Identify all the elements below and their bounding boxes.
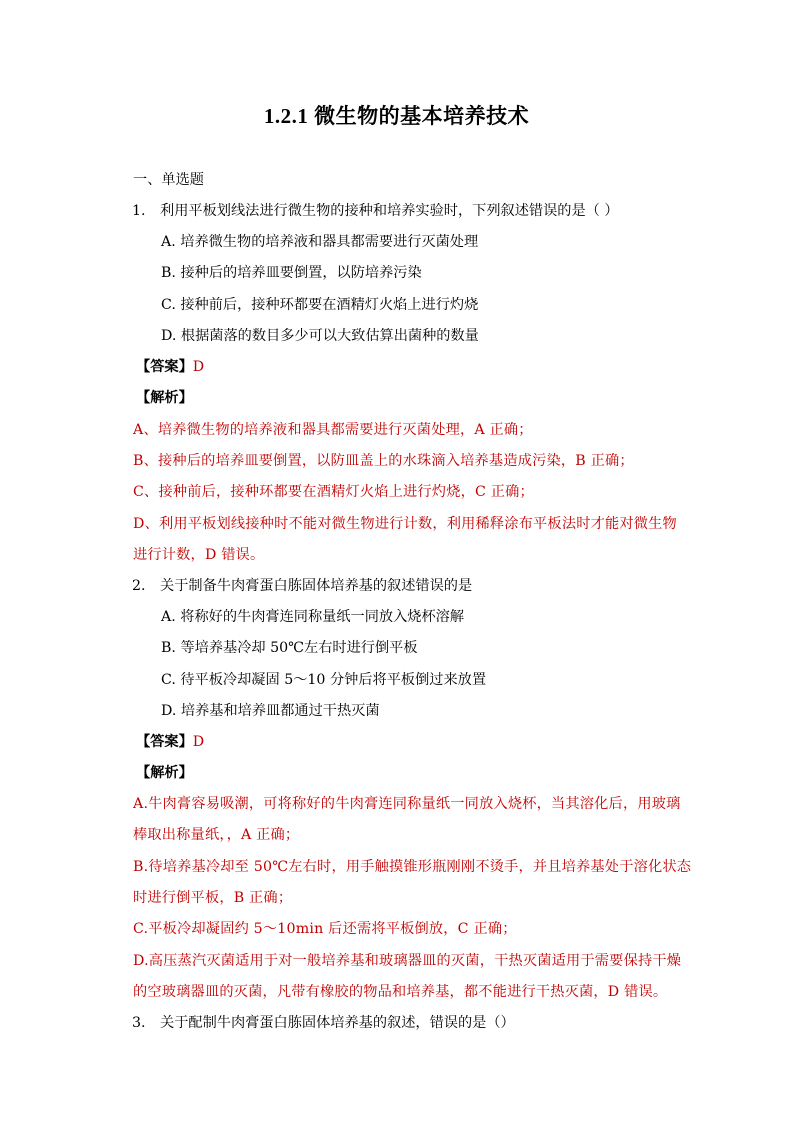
question-1-option-d: D. 根据菌落的数目多少可以大致估算出菌种的数量 — [161, 328, 479, 344]
question-1-option-a: A. 培养微生物的培养液和器具都需要进行灭菌处理 — [161, 234, 479, 250]
page-title: 1.2.1 微生物的基本培养技术 — [263, 104, 530, 128]
question-2-analysis-line: B.待培养基冷却至 50℃左右时，用手触摸锥形瓶刚刚不烫手，并且培养基处于溶化状态 — [133, 859, 692, 875]
question-number: 1. — [132, 203, 146, 219]
question-2-option-c: C. 待平板冷却凝固 5～10 分钟后将平板倒过来放置 — [161, 672, 487, 688]
question-1-analysis-line: A、培养微生物的培养液和器具都需要进行灭菌处理，A 正确； — [133, 422, 533, 438]
answer-value: D — [192, 734, 205, 750]
question-1-analysis-line: B、接种后的培养皿要倒置，以防皿盖上的水珠滴入培养基造成污染，B 正确； — [133, 453, 634, 469]
question-2-analysis-line: 的空玻璃器皿的灭菌，凡带有橡胶的物品和培养基，都不能进行干热灭菌，D 错误。 — [133, 984, 668, 1000]
question-number: 3. — [132, 1015, 146, 1031]
question-1-analysis-line: 进行计数，D 错误。 — [133, 547, 265, 563]
question-2-option-a: A. 将称好的牛肉膏连同称量纸一同放入烧杯溶解 — [161, 609, 465, 625]
question-1-option-b: B. 接种后的培养皿要倒置，以防培养污染 — [161, 265, 422, 281]
question-2-stem — [132, 576, 472, 596]
answer-label: 【答案】 — [136, 734, 193, 750]
question-text: 关于制备牛肉膏蛋白胨固体培养基的叙述错误的是 — [160, 578, 473, 594]
answer-value: D — [192, 359, 205, 375]
question-1-answer — [136, 357, 204, 377]
question-number: 2. — [132, 578, 146, 594]
question-1-analysis-label: 【解析】 — [136, 390, 193, 406]
question-1-option-c: C. 接种前后，接种环都要在酒精灯火焰上进行灼烧 — [161, 297, 479, 313]
question-2-analysis-line: D.高压蒸汽灭菌适用于对一般培养基和玻璃器皿的灭菌，干热灭菌适用于需要保持干燥 — [133, 953, 682, 969]
question-text: 利用平板划线法进行微生物的接种和培养实验时，下列叙述错误的是（ ） — [160, 203, 619, 219]
question-1-analysis-line: C、接种前后，接种环都要在酒精灯火焰上进行灼烧，C 正确； — [133, 484, 534, 500]
question-2-analysis-line: 棒取出称量纸，，A 正确； — [133, 827, 300, 843]
question-text: 关于配制牛肉膏蛋白胨固体培养基的叙述，错误的是（） — [160, 1015, 515, 1031]
question-2-analysis-label: 【解析】 — [136, 765, 193, 781]
question-2-analysis-line: C.平板冷却凝固约 5～10min 后还需将平板倒放，C 正确； — [133, 921, 517, 937]
question-2-option-d: D. 培养基和培养皿都通过干热灭菌 — [161, 703, 380, 719]
question-2-option-b: B. 等培养基冷却 50℃左右时进行倒平板 — [161, 640, 418, 656]
question-1-analysis-line: D、利用平板划线接种时不能对微生物进行计数，利用稀释涂布平板法时才能对微生物 — [133, 516, 677, 532]
answer-label: 【答案】 — [136, 359, 193, 375]
question-2-analysis-line: 时进行倒平板，B 正确； — [133, 890, 293, 906]
question-2-answer — [136, 732, 204, 752]
question-3-stem — [132, 1013, 515, 1033]
question-2-analysis-line: A.牛肉膏容易吸潮，可将称好的牛肉膏连同称量纸一同放入烧杯，当其溶化后，用玻璃 — [133, 796, 681, 812]
section-heading: 一、单选题 — [133, 172, 204, 188]
question-1-stem — [132, 201, 619, 221]
